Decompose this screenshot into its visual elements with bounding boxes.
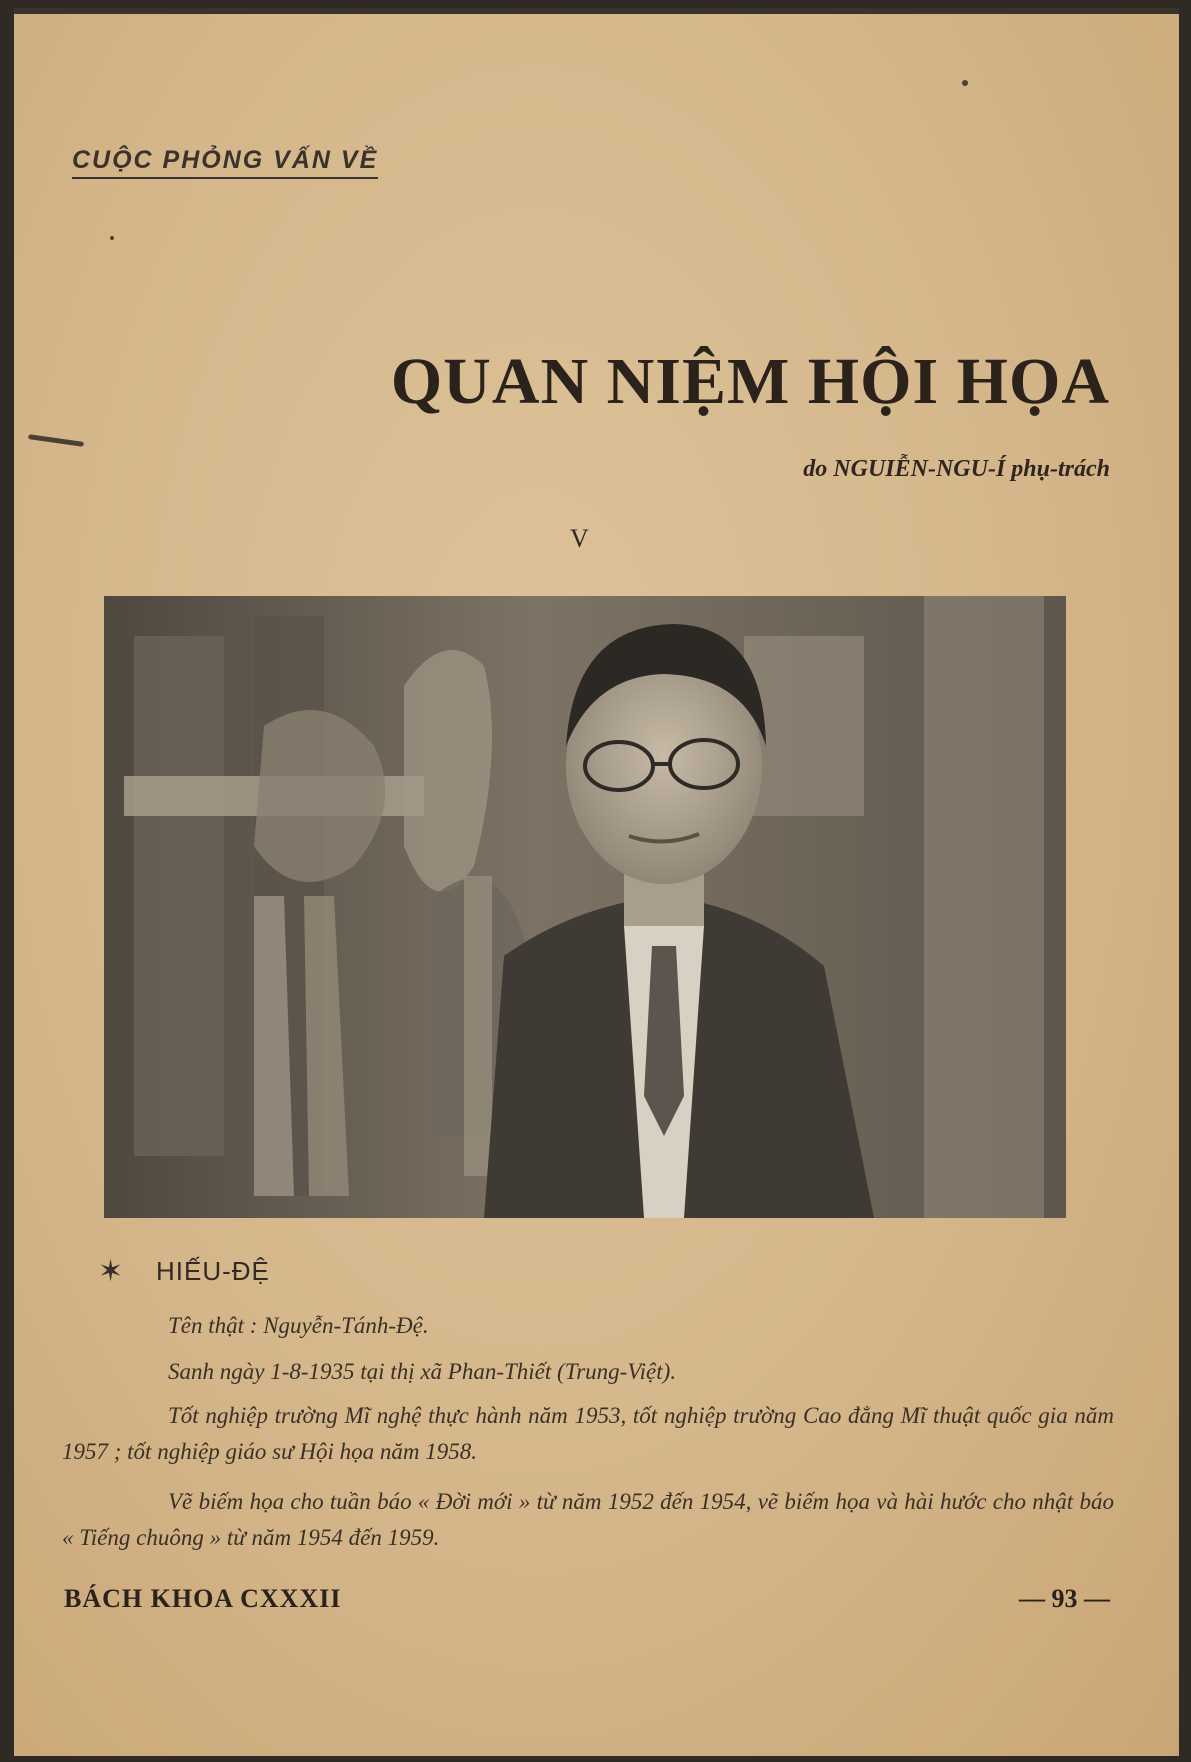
- magazine-page: [14, 8, 1179, 1756]
- part-number: V: [570, 524, 589, 553]
- ink-spot: [110, 236, 114, 240]
- portrait-photo: [104, 596, 1066, 1218]
- ink-smudge: [28, 434, 84, 447]
- bio-real-name: Tên thật : Nguyễn-Tánh-Đệ.: [168, 1313, 429, 1338]
- portrait-illustration: [104, 596, 1066, 1218]
- bio-birth: Sanh ngày 1-8-1935 tại thị xã Phan-Thiết (Trung-Việt).: [168, 1359, 677, 1384]
- ink-spot: [962, 80, 968, 86]
- author-name: HIẾU-ĐỆ: [156, 1256, 270, 1286]
- bio-career: Vẽ biếm họa cho tuần báo « Đời mới » từ năm 1952 đến 1954, vẽ biếm họa và hài hước cho nhật báo « Tiếng chuông » từ năm 1954 đến 1959.: [62, 1489, 1114, 1550]
- page-number: — 93 —: [1019, 1584, 1110, 1613]
- bio-education: Tốt nghiệp trường Mĩ nghệ thực hành năm 1953, tốt nghiệp trường Cao đẳng Mĩ thuật quốc gia năm 1957 ; tốt nghiệp giáo sư Hội họa năm 1958.: [62, 1403, 1114, 1464]
- section-kicker: CUỘC PHỎNG VẤN VỀ: [72, 146, 378, 179]
- star-icon: ✶: [98, 1254, 124, 1289]
- publication-footer: BÁCH KHOA CXXXII: [64, 1584, 342, 1613]
- article-title: QUAN NIỆM HỘI HỌA: [390, 345, 1110, 418]
- top-edge: [14, 8, 1179, 14]
- article-byline: do NGUIỄN-NGU-Í phụ-trách: [803, 456, 1110, 482]
